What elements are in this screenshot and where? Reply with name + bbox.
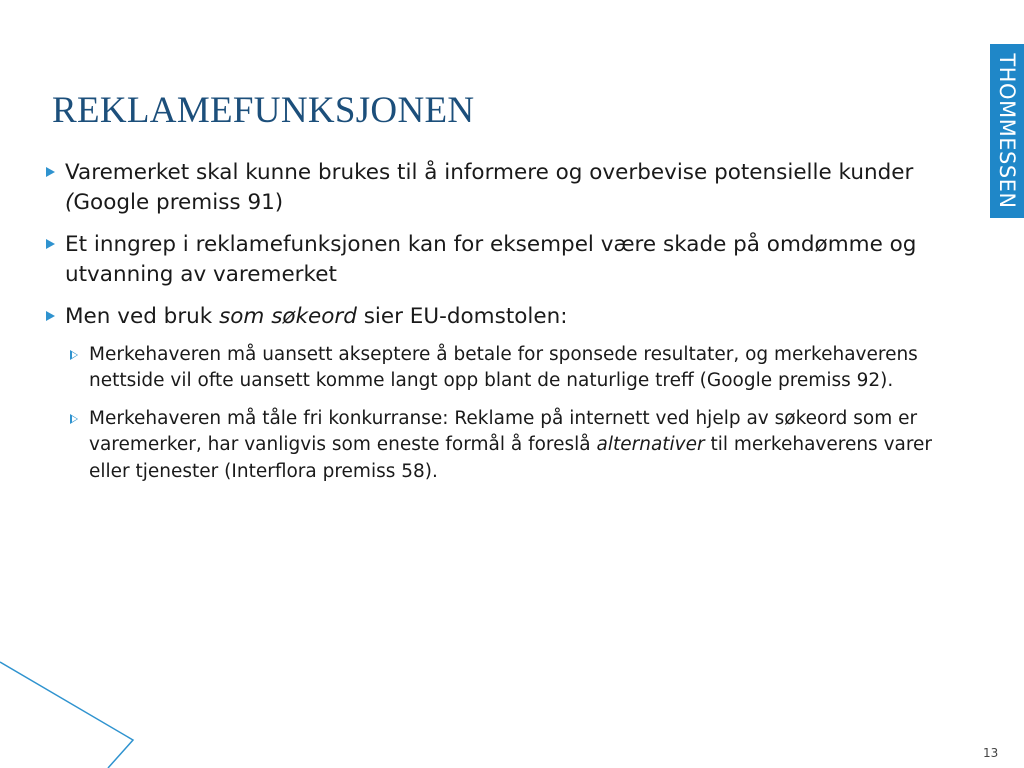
- sub-bullet-triangle-icon: [70, 350, 78, 360]
- page-number: 13: [983, 746, 999, 760]
- bullet-item: [46, 230, 971, 289]
- bullet-triangle-icon: [46, 167, 55, 177]
- bullet-text-italic: (: [65, 189, 74, 215]
- bullet-item: [46, 302, 971, 332]
- slide-title: REKLAMEFUNKSJONEN: [52, 90, 475, 131]
- sub-bullet-text: til merkehaverens varer eller tjenester (Interflora premiss 58).: [89, 434, 933, 482]
- bullet-text: Et inngrep i reklamefunksjonen kan for eksempel være skade på omdømme og utvanning av varemerket: [65, 232, 917, 287]
- sub-bullet-triangle-icon: [70, 414, 78, 424]
- bullet-list: [46, 158, 971, 496]
- bullet-text-italic: som søkeord: [219, 304, 357, 329]
- sub-bullet-text: Merkehaveren må uansett akseptere å betale for sponsede resultater, og merkehaverens nettside vil ofte uansett komme langt opp blant de naturlige treff (Google premiss 92).: [89, 343, 918, 391]
- logo-text: THOMMESSEN: [995, 53, 1019, 209]
- bullet-text: Google premiss 91): [73, 189, 284, 215]
- decorative-chevron-lines: [0, 640, 140, 768]
- bullet-triangle-icon: [46, 311, 55, 321]
- sub-bullet-text-italic: alternativer: [596, 434, 705, 455]
- sub-bullet-text: Merkehaveren må tåle fri konkurranse: Reklame på internett ved hjelp av søkeord som er varemerker, har vanligvis som eneste formål å foreslå: [89, 407, 918, 455]
- bullet-triangle-icon: [46, 239, 55, 249]
- bullet-item: [46, 158, 971, 217]
- chevron-line: [0, 662, 133, 768]
- sub-bullet-item: [70, 342, 971, 395]
- bullet-text: Varemerket skal kunne brukes til å informere og overbevise potensielle kunder: [65, 160, 914, 185]
- bullet-text: sier EU-domstolen:: [356, 304, 568, 329]
- bullet-text: Men ved bruk: [65, 304, 220, 329]
- sub-bullet-item: [70, 406, 971, 486]
- thommessen-logo: [990, 44, 1024, 218]
